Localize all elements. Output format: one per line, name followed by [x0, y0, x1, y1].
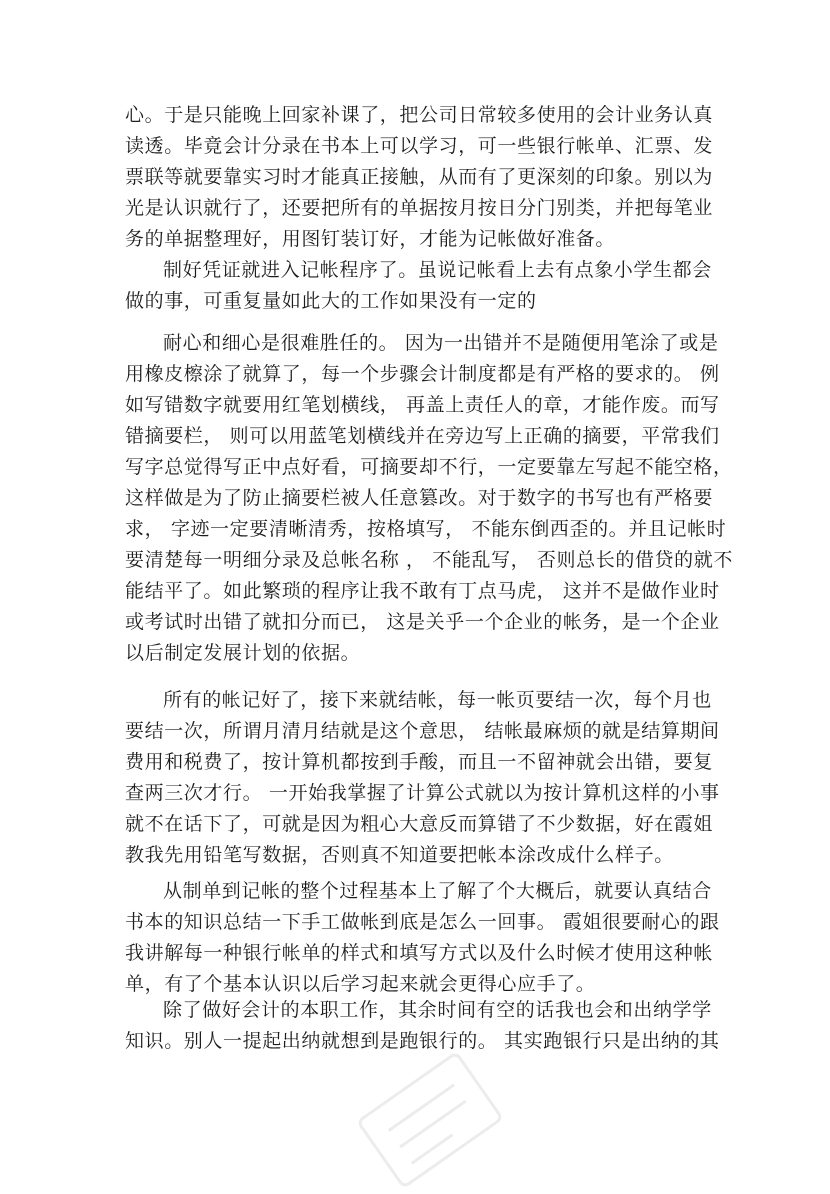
text-line: 知识。别人一提起出纳就想到是跑银行的。 其实跑银行只是出纳的其	[125, 1030, 720, 1052]
paragraph-4	[125, 685, 725, 871]
text-line: 或考试时出错了就扣分而已， 这是关乎一个企业的帐务，是一个企业	[125, 611, 720, 633]
text-line: 教我先用铅笔写数据，否则真不知道要把帐本涂改成什么样子。	[125, 844, 674, 866]
text-line: 费用和税费了，按计算机都按到手酸，而且一不留神就会出错，要复	[125, 751, 714, 773]
paragraph-5	[125, 876, 725, 1000]
text-line: 如写错数字就要用红笔划横线， 再盖上责任人的章，才能作废。而写	[125, 394, 720, 416]
text-line: 单，有了个基本认识以后学习起来就会更得心应手了。	[125, 973, 596, 995]
text-line: 要结一次，所谓月清月结就是这个意思， 结帐最麻烦的就是结算期间	[125, 720, 720, 742]
text-line: 我讲解每一种银行帐单的样式和填写方式以及什么时候才使用这种帐	[125, 942, 714, 964]
text-line: 心。于是只能晚上回家补课了，把公司日常较多使用的会计业务认真	[125, 104, 714, 126]
text-line: 这样做是为了防止摘要栏被人任意篡改。对于数字的书写也有严格要	[125, 487, 714, 509]
text-line: 以后制定发展计划的依据。	[125, 642, 361, 664]
text-line: 所有的帐记好了，接下来就结帐，每一帐页要结一次，每个月也	[163, 689, 712, 711]
text-line: 务的单据整理好，用图钉装订好，才能为记帐做好准备。	[125, 228, 616, 250]
text-line: 读透。毕竟会计分录在书本上可以学习，可一些银行帐单、汇票、发	[125, 135, 714, 157]
text-line: 除了做好会计的本职工作，其余时间有空的话我也会和出纳学学	[163, 999, 712, 1021]
document-watermark-icon	[330, 1050, 530, 1190]
paragraph-1	[125, 100, 725, 255]
text-line: 错摘要栏， 则可以用蓝笔划横线并在旁边写上正确的摘要，平常我们	[125, 425, 720, 447]
text-line: 用橡皮檫涂了就算了，每一个步骤会计制度都是有严格的要求的。 例	[125, 363, 720, 385]
text-line: 制好凭证就进入记帐程序了。虽说记帐看上去有点象小学生都会	[163, 259, 712, 281]
paragraph-2	[125, 255, 725, 317]
text-line: 耐心和细心是很难胜任的。 因为一出错并不是随便用笔涂了或是	[163, 332, 719, 354]
text-line: 要清楚每一明细分录及总帐名称 ， 不能乱写， 否则总长的借贷的就不	[125, 549, 733, 571]
paragraph-3	[125, 328, 733, 669]
text-line: 写字总觉得写正中点好看，可摘要却不行，一定要靠左写起不能空格，	[125, 456, 733, 478]
text-line: 从制单到记帐的整个过程基本上了解了个大概后，就要认真结合	[163, 880, 712, 902]
text-line: 就不在话下了，可就是因为粗心大意反而算错了不少数据，好在霞姐	[125, 813, 714, 835]
text-line: 票联等就要靠实习时才能真正接触，从而有了更深刻的印象。别以为	[125, 166, 714, 188]
text-line: 求， 字迹一定要清晰清秀，按格填写， 不能东倒西歪的。并且记帐时	[125, 518, 727, 540]
text-line: 能结平了。如此繁琐的程序让我不敢有丁点马虎， 这并不是做作业时	[125, 580, 720, 602]
text-line: 书本的知识总结一下手工做帐到底是怎么一回事。 霞姐很要耐心的跟	[125, 911, 720, 933]
paragraph-6	[125, 995, 725, 1057]
text-line: 光是认识就行了，还要把所有的单据按月按日分门别类，并把每笔业	[125, 197, 714, 219]
text-line: 做的事，可重复量如此大的工作如果没有一定的	[125, 290, 537, 312]
text-line: 查两三次才行。 一开始我掌握了计算公式就以为按计算机这样的小事	[125, 782, 720, 804]
